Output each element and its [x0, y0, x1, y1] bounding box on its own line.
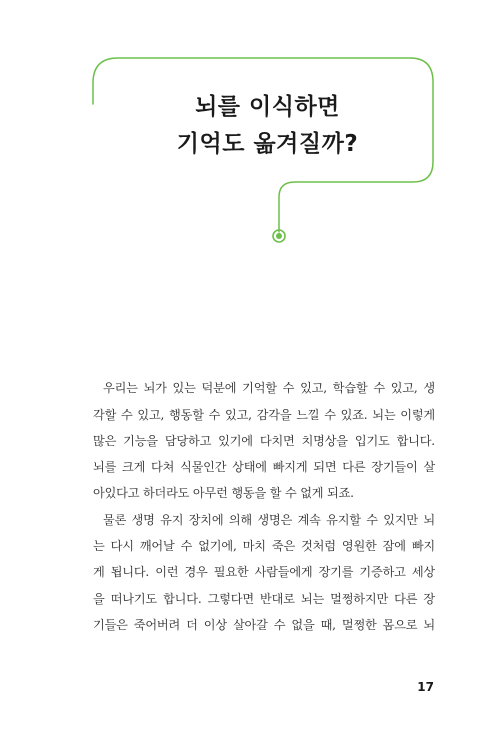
- paragraph-1-line-4: 뇌를 크게 다쳐 식물인간 상태에 빠지게 되면 다른 장기들이 살: [93, 460, 435, 474]
- paragraph-1-line-3: 많은 기능을 담당하고 있기에 다치면 치명상을 입기도 합니다.: [93, 434, 435, 448]
- paragraph-2-line-5: 기들은 죽어버려 더 이상 살아갈 수 없을 때, 멀쩡한 몸으로 뇌: [93, 618, 435, 632]
- paragraph-1-line-1: 우리는 뇌가 있는 덕분에 기억할 수 있고, 학습할 수 있고, 생: [103, 381, 435, 395]
- chapter-title-line-1: 뇌를 이식하면: [195, 94, 340, 120]
- page-number: 17: [417, 680, 434, 694]
- paragraph-1-line-2: 각할 수 있고, 행동할 수 있고, 감각을 느낄 수 있죠. 뇌는 이렇게: [93, 408, 435, 422]
- chapter-title-line-2: 기억도 옮겨질까?: [176, 131, 359, 157]
- paragraph-2-line-1: 물론 생명 유지 장치에 의해 생명은 계속 유지할 수 있지만 뇌: [103, 513, 435, 527]
- paragraph-1-line-5: 아있다고 하더라도 아무런 행동을 할 수 없게 되죠.: [93, 486, 354, 500]
- paragraph-2-line-4: 을 떠나기도 합니다. 그렇다면 반대로 뇌는 멀쩡하지만 다른 장: [93, 592, 435, 606]
- paragraph-2-line-3: 게 됩니다. 이런 경우 필요한 사람들에게 장기를 기증하고 세상: [93, 565, 435, 579]
- paragraph-2-line-2: 는 다시 깨어날 수 없기에, 마치 죽은 것처럼 영원한 잠에 빠지: [93, 539, 435, 553]
- bubble-tail-dot-icon: [276, 233, 282, 239]
